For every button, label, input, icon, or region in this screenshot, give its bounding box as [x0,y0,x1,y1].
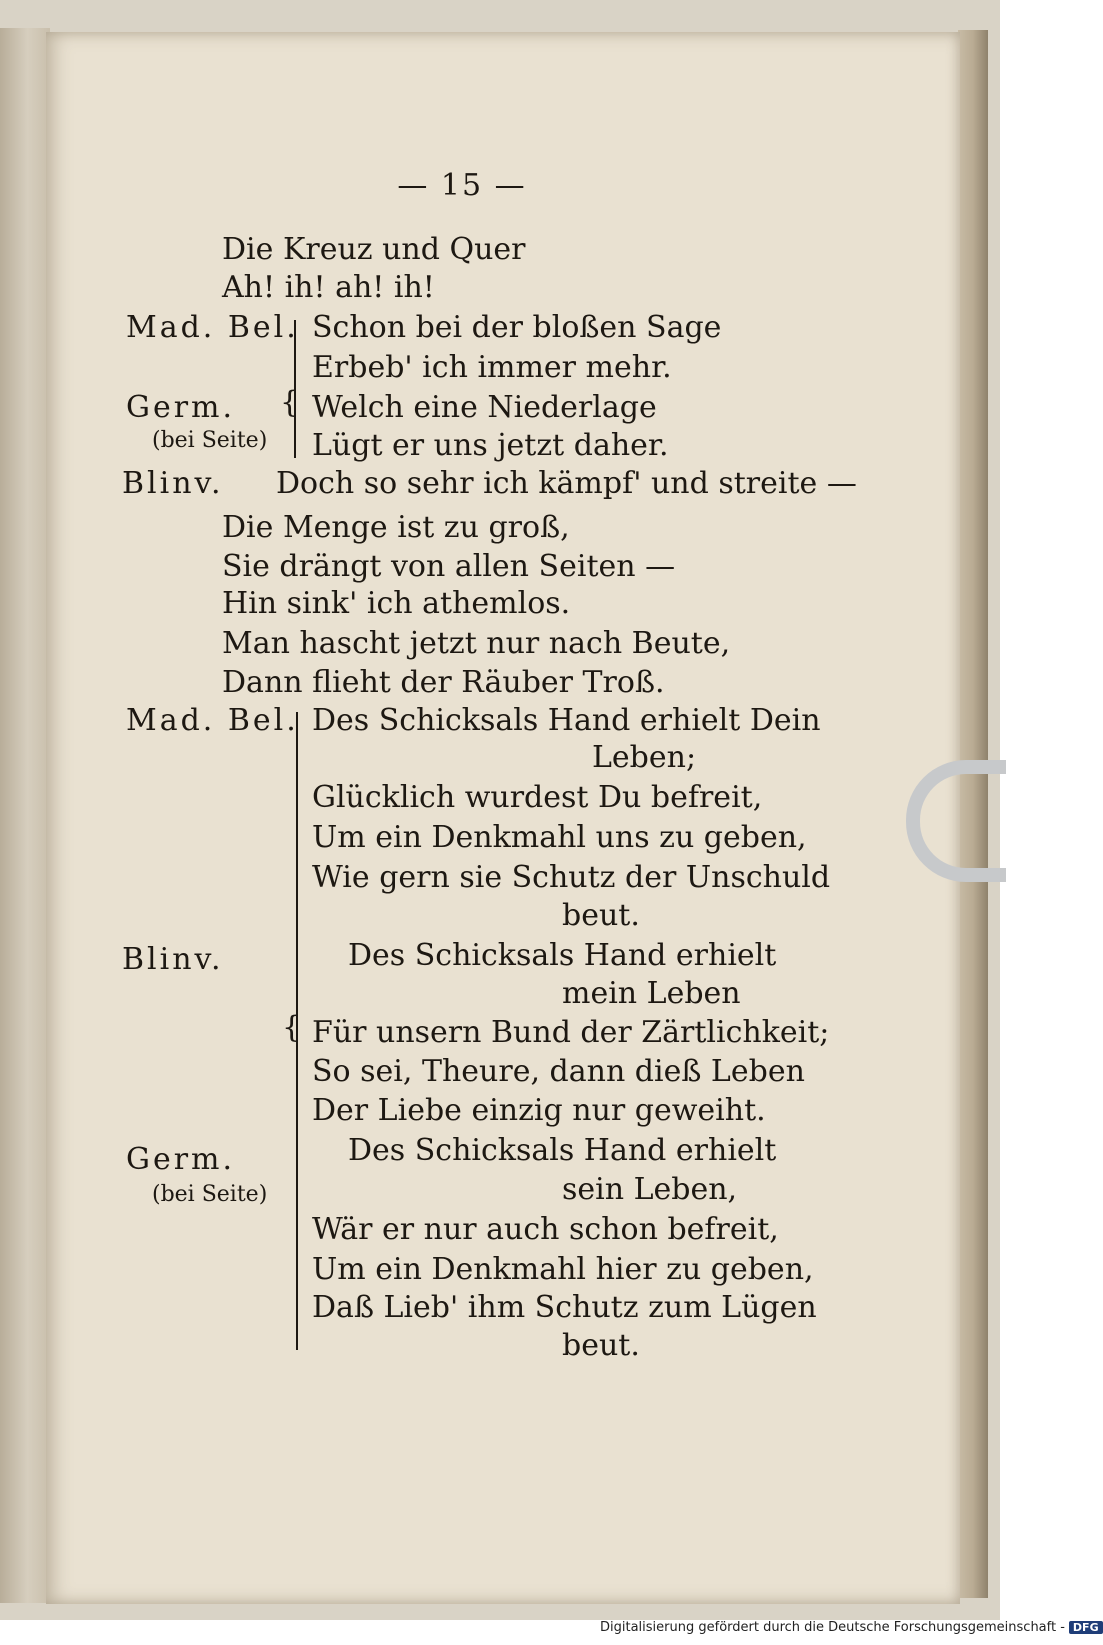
text-line: Glücklich wurdest Du befreit, [312,780,763,815]
text-line: Um ein Denkmahl uns zu geben, [312,820,807,855]
text-line: Dann flieht der Räuber Troß. [222,665,665,700]
footer-credit [600,1620,1099,1640]
text-line: Doch so sehr ich kämpf' und streite — [276,466,857,501]
text-line: Wie gern sie Schutz der Unschuld [312,860,831,895]
brace-tip: { [280,385,300,420]
text-line: Der Liebe einzig nur geweiht. [312,1093,766,1128]
text-line: So sei, Theure, dann dieß Leben [312,1054,805,1089]
text-line: mein Leben [562,976,741,1011]
stage-direction: (bei Seite) [152,428,268,453]
text-line: Des Schicksals Hand erhielt [348,1133,777,1168]
text-line: sein Leben, [562,1172,738,1207]
text-line: Schon bei der bloßen Sage [312,310,722,345]
text-line: Wär er nur auch schon befreit, [312,1212,779,1247]
page-number: — 15 — [397,168,527,203]
text-line: Hin sink' ich athemlos. [222,586,571,621]
brace-tip: { [282,1010,302,1045]
text-line: Für unsern Bund der Zärtlichkeit; [312,1015,830,1050]
speaker-label: Mad. Bel. [126,310,299,345]
text-line: Um ein Denkmahl hier zu geben, [312,1252,814,1287]
text-line: Sie drängt von allen Seiten — [222,549,676,584]
speaker-label: Blinv. [122,942,224,977]
text-line: Die Menge ist zu groß, [222,510,570,545]
speaker-label: Blinv. [122,466,224,501]
book-edge-left [0,28,50,1603]
speaker-label: Germ. [126,1142,236,1177]
text-line: Des Schicksals Hand erhielt [348,938,777,973]
speaker-label: Mad. Bel. [126,703,299,738]
text-line: Die Kreuz und Quer [222,232,526,267]
text-line: Des Schicksals Hand erhielt Dein [312,703,821,738]
text-line: Lügt er uns jetzt daher. [312,428,669,463]
text-line: Man hascht jetzt nur nach Beute, [222,626,731,661]
speaker-label: Germ. [126,390,236,425]
text-line: Erbeb' ich immer mehr. [312,350,672,385]
footer-text: Digitalisierung gefördert durch die Deutsche Forschungsgemeinschaft - [600,1620,1065,1635]
text-line: beut. [562,898,640,933]
text-line: Ah! ih! ah! ih! [222,270,435,305]
dfg-logo: DFG [1069,1621,1103,1634]
text-line: Daß Lieb' ihm Schutz zum Lügen [312,1290,817,1325]
text-line: Welch eine Niederlage [312,390,657,425]
book-page [46,32,960,1604]
text-line: beut. [562,1328,640,1363]
text-line: Leben; [592,740,697,775]
stage-direction: (bei Seite) [152,1182,268,1207]
